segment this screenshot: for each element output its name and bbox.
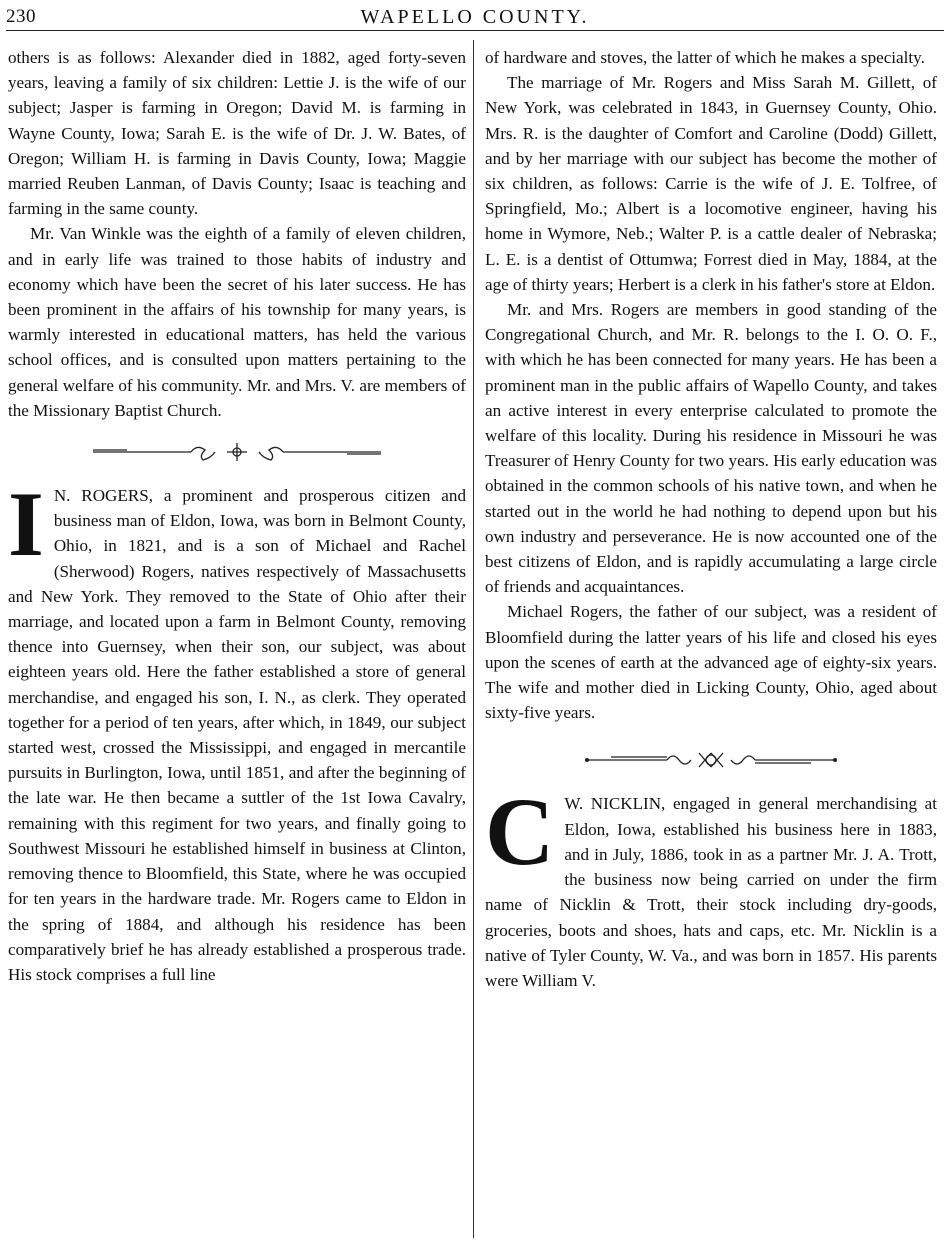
page-number: 230 (6, 6, 36, 27)
nicklin-biography-paragraph: W. NICKLIN, engaged in general merchandising at Eldon, Iowa, established his business here in 1883, and in July, 1886, took in as a partner Mr. J. A. Trott, the business now being carried on under the firm name of Nicklin & Trott, their stock including dry-goods, groceries, boots and shoes, hats and caps, etc. Mr. Nicklin is a native of Tyler County, W. Va., and was born in 1857. His parents were William V. (485, 794, 937, 990)
drop-cap-i: I (8, 473, 44, 576)
column-divider (473, 40, 474, 1238)
drop-cap-c: C (485, 778, 555, 886)
section-divider-ornament (581, 749, 841, 771)
page-header (6, 4, 944, 31)
rogers-marriage-paragraph: The marriage of Mr. Rogers and Miss Sarah M. Gillett, of New York, was celebrated in 1843, in Guernsey County, Ohio. Mrs. R. is the daughter of Comfort and Caroline (Dodd) Gillett, and by her marriage with our subject has become the mother of six children, as follows: Carrie is the wife of J. E. Tolfree, of Springfield, Mo.; Albert is a locomotive engineer, having his home in Wymore, Neb.; Walter P. is a cattle dealer of Nebraska; L. E. is a dentist of Ottumwa; Forrest died in May, 1884, at the age of thirty years; Herbert is a clerk in his father's store at Eldon. (485, 73, 937, 294)
right-column (485, 45, 937, 993)
van-winkle-biography-paragraph: Mr. Van Winkle was the eighth of a family of eleven children, and in early life was trained to those habits of industry and economy which have been the secret of his later success. He has been prominent in the affairs of his township for many years, is warmly interested in educational matters, has held the various school offices, and is consulted upon matters pertaining to the general welfare of his community. Mr. and Mrs. V. are members of the Missionary Baptist Church. (8, 224, 466, 420)
rogers-biography-paragraph: N. ROGERS, a prominent and prosperous citizen and business man of Eldon, Iowa, was born in Belmont County, Ohio, in 1821, and is a son of Michael and Rachel (Sherwood) Rogers, natives respectively of Massachusetts and New York. They removed to the State of Ohio after their marriage, and located upon a farm in Belmont County, removing thence into Guernsey, when their son, our subject, was about eighteen years old. Here the father established a store of general merchandise, and engaged his son, I. N., as clerk. They operated together for a period of ten years, after which, in 1849, our subject started west, crossed the Mississippi, and engaged in mercantile pursuits in Burlington, Iowa, until 1851, and after the beginning of the late war. He then became a suttler of the 1st Iowa Cavalry, remaining with this regiment for two years, and finally going to Southwest Missouri he established himself in business at Clinton, removing thence to Bloomfield, this State, where he was occupied for ten years in the hardware trade. Mr. Rogers came to Eldon in the spring of 1884, and although his residence has been comparatively brief he has already established a prosperous trade. His stock comprises a full line (8, 486, 466, 984)
rogers-biography (8, 473, 466, 987)
van-winkle-children-paragraph: others is as follows: Alexander died in 1882, aged forty-seven years, leaving a family of six children: Lettie J. is the wife of our subject; Jasper is farming in Oregon; David M. is farming in Wayne County, Iowa; Sarah E. is the wife of Dr. J. W. Bates, of Oregon; William H. is farming in Davis County, Iowa; Maggie married Reuben Lanman, of Davis County; Isaac is teaching and farming in the same county. (8, 48, 466, 219)
michael-rogers-paragraph: Michael Rogers, the father of our subject, was a resident of Bloomfield during the latter years of his life and closed his eyes upon the scenes of earth at the advanced age of eighty-six years. The wife and mother died in Licking County, Ohio, aged about sixty-five years. (485, 602, 937, 723)
running-head: WAPELLO COUNTY. (360, 6, 590, 28)
rogers-church-paragraph: Mr. and Mrs. Rogers are members in good standing of the Congregational Church, and Mr. R. belongs to the I. O. O. F., with which he has been connected for many years. He has been a prominent man in the public affairs of Wapello County, and takes an active interest in every enterprise calculated to promote the welfare of this locality. During his residence in Missouri he was Treasurer of Henry County for two years. His early education was obtained in the common schools of his native town, and when he started out in the world he had nothing to depend upon but his own industry and perseverance. He is now accounted one of the best citizens of Eldon, and is rapidly accumulating a large circle of friends and acquaintances. (485, 300, 937, 597)
nicklin-biography (485, 778, 937, 993)
section-divider-ornament (87, 441, 387, 463)
left-column (8, 45, 466, 987)
hardware-continuation-paragraph: of hardware and stoves, the latter of which he makes a specialty. (485, 48, 925, 67)
